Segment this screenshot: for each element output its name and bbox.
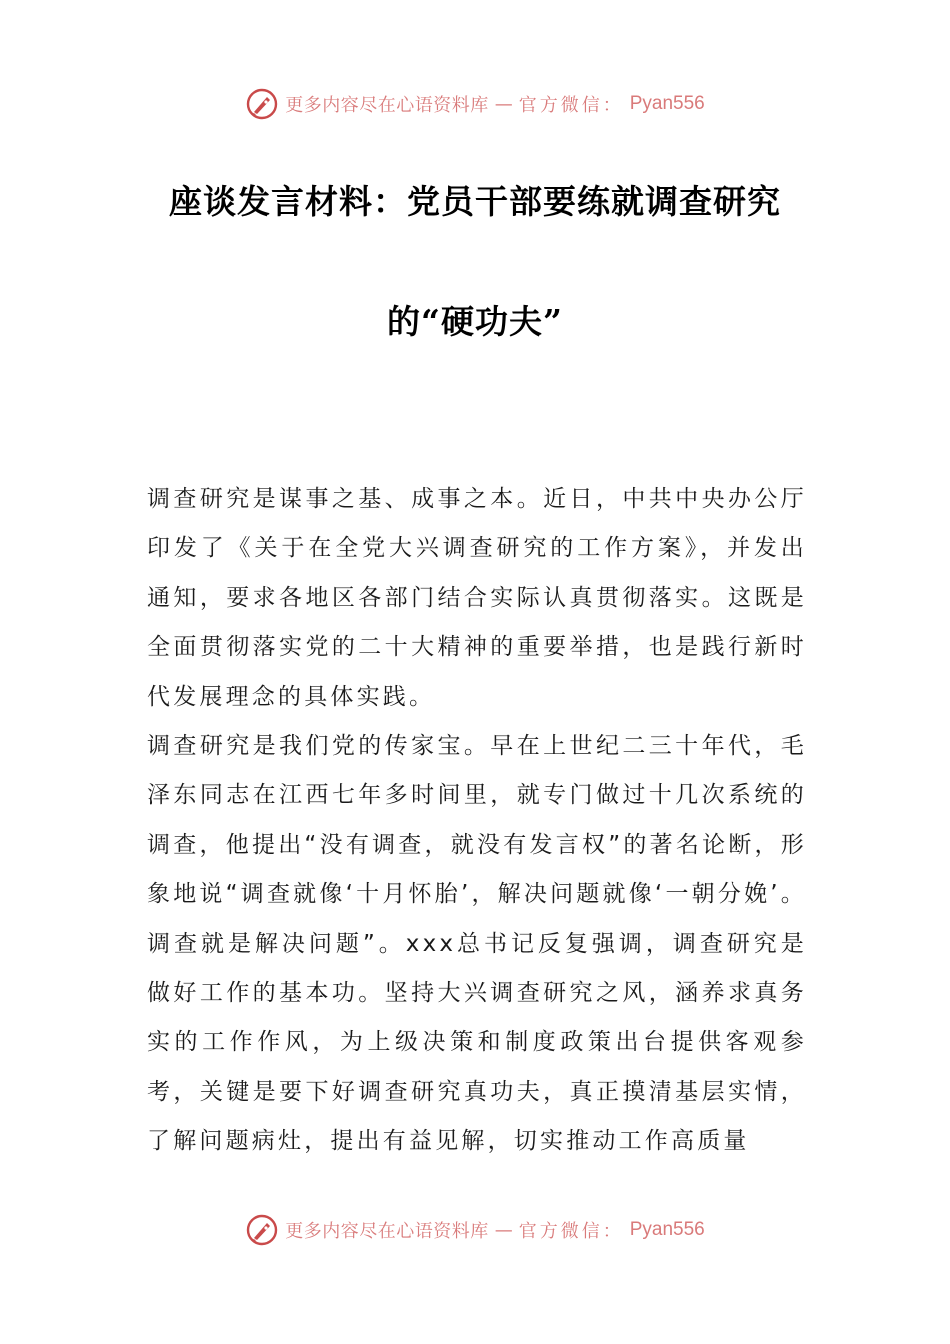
- body-paragraph-1: 调查研究是谋事之基、成事之本。近日，中共中央办公厅印发了《关于在全党大兴调查研究的工作方案》，并发出通知，要求各地区各部门结合实际认真贯彻落实。这既是全面贯彻落实党的二十大精神的重要举措，也是践行新时代发展理念的具体实践。: [147, 486, 807, 710]
- document-title-line-2: 的“硬功夫”: [387, 302, 563, 341]
- watermark-dash: —: [494, 93, 513, 115]
- watermark-wechat-id: Pyan556: [629, 93, 705, 114]
- watermark-label: 官方微信：: [518, 95, 624, 116]
- body-paragraph-2: 调查研究是我们党的传家宝。早在上世纪二三十年代，毛泽东同志在江西七年多时间里，就专门做过十几次系统的调查，他提出“没有调查，就没有发言权”的著名论断，形象地说“调查就像‘十月怀胎’，解决问题就像‘一朝分娩’。调查就是解决问题”。xxx总书记反复强调，调查研究是做好工作的基本功。坚持大兴调查研究之风，涵养求真务实的工作作风，为上级决策和制度政策出台提供客观参考，关键是要下好调查研究真功夫，真正摸清基层实情，了解问题病灶，提出有益见解，切实推动工作高质量: [147, 733, 807, 1155]
- watermark-main-text: 更多内容尽在心语资料库: [285, 95, 489, 116]
- watermark-main-text: 更多内容尽在心语资料库: [285, 1221, 489, 1242]
- document-title-line-1: 座谈发言材料：党员干部要练就调查研究: [169, 182, 781, 221]
- watermark-wechat-id: Pyan556: [629, 1219, 705, 1240]
- watermark-label: 官方微信：: [518, 1221, 624, 1242]
- header-watermark: [0, 84, 950, 124]
- watermark-dash: —: [494, 1219, 513, 1241]
- footer-watermark: [0, 1210, 950, 1250]
- document-body: [147, 475, 807, 1167]
- pen-nib-logo-icon: [245, 87, 279, 121]
- pen-nib-logo-icon: [245, 1213, 279, 1247]
